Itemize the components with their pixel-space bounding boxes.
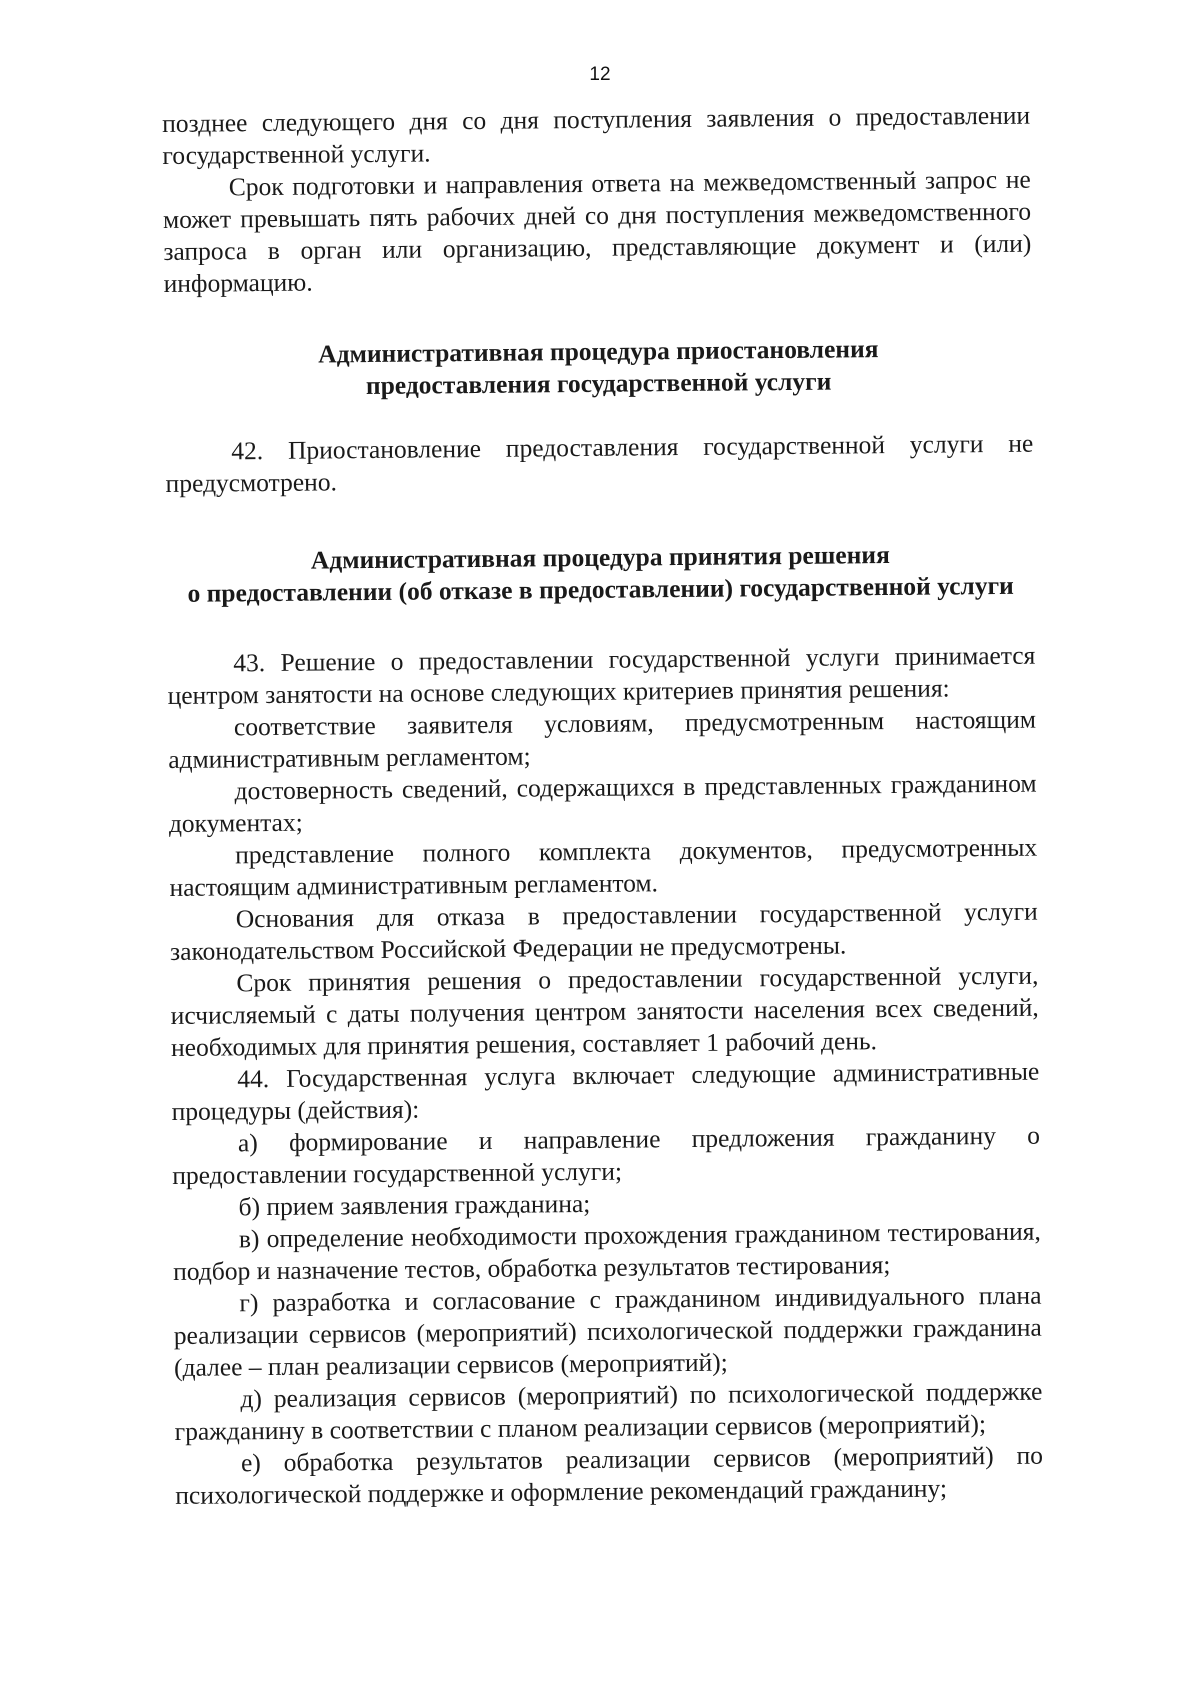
criterion-conformity: соответствие заявителя условиям, предусмотренным настоящим административным регламентом; <box>168 704 1037 774</box>
paragraph-42: 42. Приостановление предоставления государственной услуги не предусмотрено. <box>165 428 1034 498</box>
procedure-e: е) обработка результатов реализации сервисов (мероприятий) по психологической поддержке и оформление рекомендаций гражданину; <box>175 1440 1044 1510</box>
procedure-g: г) разработка и согласование с гражданином индивидуального плана реализации сервисов (мероприятий) психологической поддержки гражданина (далее – план реализации сервисов (мероприятий); <box>173 1280 1042 1382</box>
procedure-b: б) прием заявления гражданина; <box>238 1188 591 1222</box>
page-number: 12 <box>589 64 611 85</box>
paragraph-44: 44. Государственная услуга включает следующие административные процедуры (действия): <box>171 1056 1040 1126</box>
criterion-completeness: представление полного комплекта документов, предусмотренных настоящим административным регламентом. <box>169 832 1038 902</box>
procedure-d: д) реализация сервисов (мероприятий) по психологической поддержке гражданину в соответствии с планом реализации сервисов (мероприятий); <box>174 1376 1043 1446</box>
heading-suspension-line2: предоставления государственной услуги <box>365 366 832 401</box>
procedure-v: в) определение необходимости прохождения гражданином тестирования, подбор и назначение тестов, обработка результатов тестирования; <box>173 1216 1041 1286</box>
criterion-reliability: достоверность сведений, содержащихся в представленных гражданином документах; <box>168 768 1037 838</box>
paragraph-intro: позднее следующего дня со дня поступления заявления о предоставлении государственной услуги. <box>162 100 1031 170</box>
heading-suspension-line1: Административная процедура приостановления <box>318 334 879 369</box>
paragraph-refusal: Основания для отказа в предоставлении государственной услуги законодательством Российской Федерации не предусмотрены. <box>169 896 1038 966</box>
heading-decision-line1: Административная процедура принятия решения <box>310 540 890 575</box>
heading-decision-line2: о предоставлении (об отказе в предоставлении) государственной услуги <box>187 570 1014 608</box>
paragraph-term: Срок принятия решения о предоставлении государственной услуги, исчисляемый с даты получения центром занятости населения всех сведений, необходимых для принятия решения, составляет 1 рабочий день. <box>170 960 1039 1062</box>
document-body <box>162 100 1043 1512</box>
paragraph-deadline: Срок подготовки и направления ответа на межведомственный запрос не может превышать пять рабочих дней со дня поступления межведомственного запроса в орган или организацию, представляющие документ и (или) информацию. <box>162 164 1032 298</box>
procedure-a: а) формирование и направление предложения гражданину о предоставлении государственной услуги; <box>172 1120 1041 1190</box>
paragraph-43: 43. Решение о предоставлении государственной услуги принимается центром занятости на основе следующих критериев принятия решения: <box>167 640 1036 710</box>
